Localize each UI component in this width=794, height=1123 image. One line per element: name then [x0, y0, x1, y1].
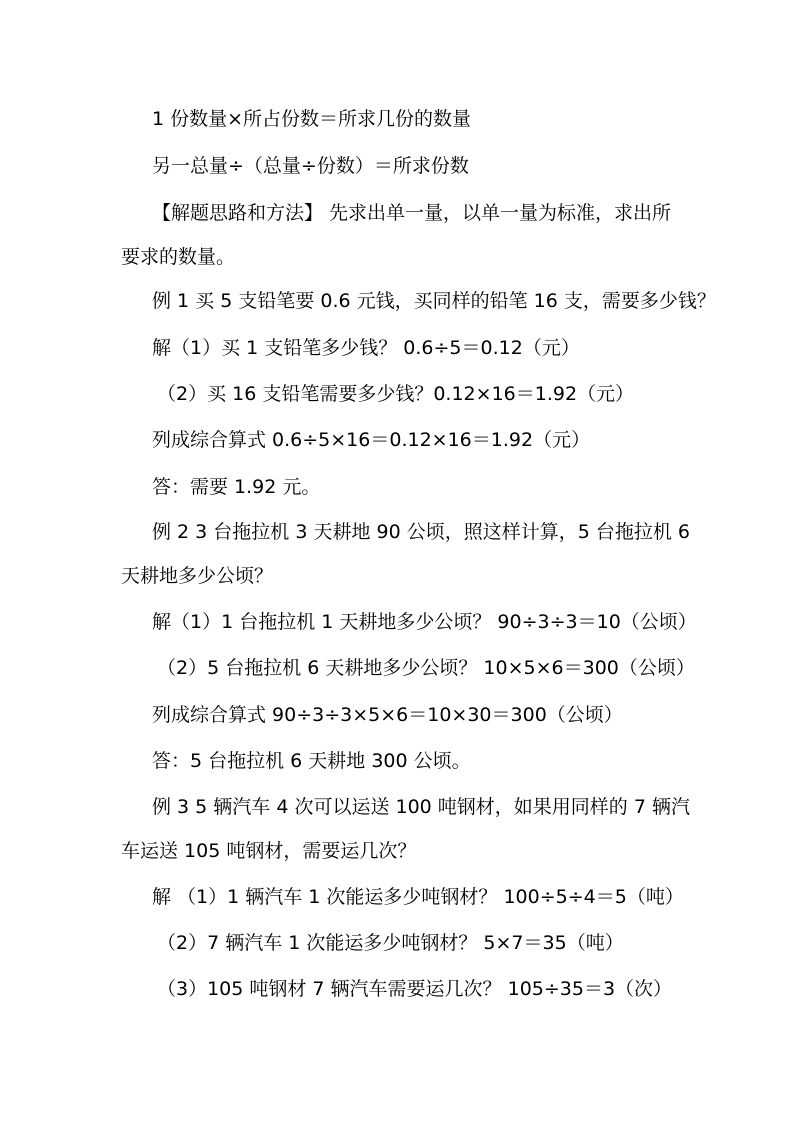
- example-3-step-1: 解 （1）1 辆汽车 1 次能运多少吨钢材？ 100÷5÷4＝5（吨）: [152, 886, 684, 908]
- formula-line-2: 另一总量÷（总量÷份数）＝所求份数: [152, 155, 469, 177]
- example-2-step-1: 解（1）1 台拖拉机 1 天耕地多少公顷？ 90÷3÷3＝10（公顷）: [152, 611, 697, 633]
- example-2-step-2: （2）5 台拖拉机 6 天耕地多少公顷？ 10×5×6＝300（公顷）: [157, 657, 695, 679]
- method-continuation-line: 要求的数量。: [121, 246, 236, 268]
- example-3-question-continuation: 车运送 105 吨钢材，需要运几次？: [121, 840, 417, 862]
- example-3-step-3: （3）105 吨钢材 7 辆汽车需要运几次？ 105÷35＝3（次）: [157, 978, 673, 1000]
- example-2-answer: 答：5 台拖拉机 6 天耕地 300 公顷。: [152, 750, 471, 772]
- example-3-step-2: （2）7 辆汽车 1 次能运多少吨钢材？ 5×7＝35（吨）: [157, 932, 624, 954]
- example-1-combined-formula: 列成综合算式 0.6÷5×16＝0.12×16＝1.92（元）: [152, 429, 591, 451]
- example-1-answer: 答：需要 1.92 元。: [152, 476, 321, 498]
- example-1-step-1: 解（1）买 1 支铅笔多少钱？ 0.6÷5＝0.12（元）: [152, 337, 580, 359]
- example-1-step-2: （2）买 16 支铅笔需要多少钱？0.12×16＝1.92（元）: [157, 383, 635, 405]
- example-2-combined-formula: 列成综合算式 90÷3÷3×5×6＝10×30＝300（公顷）: [152, 704, 623, 726]
- method-heading-line: 【解题思路和方法】 先求出单一量，以单一量为标准，求出所: [152, 202, 672, 224]
- example-2-question: 例 2 3 台拖拉机 3 天耕地 90 公顷，照这样计算，5 台拖拉机 6: [152, 521, 690, 543]
- example-1-question: 例 1 买 5 支铅笔要 0.6 元钱，买同样的铅笔 16 支，需要多少钱？: [152, 290, 716, 312]
- example-3-question: 例 3 5 辆汽车 4 次可以运送 100 吨钢材，如果用同样的 7 辆汽: [152, 796, 690, 818]
- formula-line-1: 1 份数量×所占份数＝所求几份的数量: [152, 108, 472, 130]
- example-2-question-continuation: 天耕地多少公顷？: [121, 565, 274, 587]
